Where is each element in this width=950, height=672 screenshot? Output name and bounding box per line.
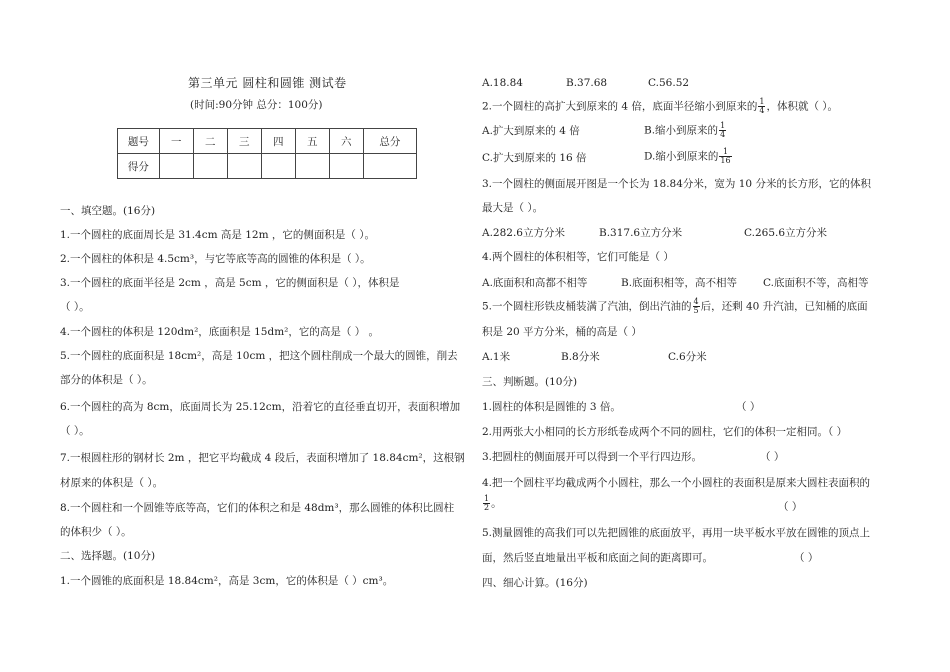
option-a: A.282.6立方分米 (482, 227, 565, 239)
question-text: 1.圆柱的体积是圆锥的 3 倍。 (482, 401, 621, 413)
answer-paren[interactable]: （ ） (760, 451, 785, 463)
question-text: 最大是（ ）。 (482, 202, 544, 214)
question-text: 2.一个圆柱的体积是 4.5cm³，与它等底等高的圆锥的体积是（ ）。 (60, 253, 371, 265)
option-text: B.缩小到原来的 (644, 124, 719, 137)
fraction-numerator: 1 (719, 148, 731, 157)
fraction (719, 148, 731, 165)
score-table (117, 128, 417, 179)
score-header-cell: 四 (261, 129, 295, 154)
question-text: 1.一个圆锥的底面积是 18.84cm²，高是 3cm，它的体积是（ ）cm³。 (60, 575, 394, 587)
section-heading: 三、判断题。(10分) (482, 376, 578, 388)
fraction (758, 98, 765, 115)
score-cell[interactable] (329, 154, 363, 179)
score-cell[interactable] (227, 154, 261, 179)
question-part: 2.一个圆柱的高扩大到原来的 4 倍，底面半径缩小到原来的 (482, 100, 758, 113)
question-text (482, 298, 868, 315)
fraction-denominator: 4 (759, 106, 765, 115)
option-a: A.扩大到原来的 4 倍 (482, 125, 580, 137)
option-a: A.1米 (482, 351, 511, 363)
score-header-cell: 三 (227, 129, 261, 154)
question-text (482, 495, 502, 512)
question-text: 部分的体积是（ ）。 (60, 374, 153, 386)
score-header-row (118, 129, 417, 154)
option-c: C.扩大到原来的 16 倍 (482, 152, 587, 164)
score-header-cell: 二 (193, 129, 227, 154)
fraction-denominator: 4 (720, 130, 726, 139)
question-part: ，体积就（ ）。 (766, 100, 839, 113)
score-header-cell: 题号 (118, 129, 160, 154)
fraction (483, 495, 490, 512)
option-a: A.底面积和高都不相等 (482, 277, 588, 289)
score-header-cell: 六 (329, 129, 363, 154)
question-text: 8.一个圆柱和一个圆锥等底等高，它们的体积之和是 48dm³，那么圆锥的体积比圆柱 (60, 502, 455, 514)
question-text: 4.一个圆柱的体积是 120dm²，底面积是 15dm²，它的高是（ ） 。 (60, 326, 380, 338)
option-b (644, 122, 727, 139)
option-d (644, 148, 733, 165)
question-text: 材原来的体积是（ ）。 (60, 477, 164, 489)
score-cell[interactable] (193, 154, 227, 179)
fraction-denominator: 2 (484, 503, 490, 512)
question-text: 4.把一个圆柱平均截成两个小圆柱，那么一个小圆柱的表面积是原来大圆柱表面积的 (482, 477, 871, 489)
option-c: C.56.52 (648, 77, 690, 89)
option-c: C.底面积不等，高相等 (763, 277, 869, 289)
answer-paren[interactable]: （ ） (736, 401, 761, 413)
question-text: 3.一个圆柱的底面半径是 2cm ，高是 5cm ，它的侧面积是（ ），体积是 (60, 277, 400, 289)
fraction-denominator: 16 (720, 156, 731, 165)
question-text: 5.测量圆锥的高我们可以先把圆锥的底面放平，再用一块平板水平放在圆锥的顶点上 (482, 527, 871, 539)
option-b: B.8分米 (561, 351, 600, 363)
fraction-numerator: 1 (484, 494, 490, 503)
option-a: A.18.84 (482, 77, 523, 89)
fraction-numerator: 4 (693, 297, 699, 306)
score-header-cell: 五 (295, 129, 329, 154)
score-row (118, 154, 417, 179)
question-text (482, 98, 838, 115)
question-part: 。 (491, 497, 502, 510)
fraction (693, 298, 700, 315)
question-text: （ ）。 (60, 425, 90, 437)
option-b: B.底面积相等，高不相等 (621, 277, 738, 289)
question-text: 积是 20 平方分米，桶的高是（ ） (482, 326, 642, 338)
question-text: 3.把圆柱的侧面展开可以得到一个平行四边形。 (482, 451, 703, 463)
score-cell[interactable] (363, 154, 416, 179)
score-row-label: 得分 (118, 154, 160, 179)
question-text: 的体积少（ ）。 (60, 526, 132, 538)
fraction-denominator: 5 (693, 306, 699, 315)
option-c: C.265.6立方分米 (744, 227, 828, 239)
option-text: D.缩小到原来的 (644, 150, 719, 163)
question-part: 后，还剩 40 升汽油，已知桶的底面 (700, 300, 868, 313)
section-heading: 四、细心计算。(16分) (482, 577, 588, 589)
option-b: B.37.68 (566, 77, 608, 89)
answer-paren[interactable]: （ ） (778, 501, 803, 513)
question-text: 面，然后竖直地量出平板和底面之间的距离即可。 (482, 552, 713, 564)
question-text: 1.一个圆柱的底面周长是 31.4cm 高是 12m ，它的侧面积是（ ）。 (60, 229, 375, 241)
fraction-numerator: 1 (759, 97, 765, 106)
score-cell[interactable] (261, 154, 295, 179)
score-header-cell: 一 (159, 129, 193, 154)
question-text: 3.一个圆柱的侧面展开图是一个长为 18.84分米，宽为 10 分米的长方形，它的体积 (482, 178, 871, 190)
score-cell[interactable] (159, 154, 193, 179)
option-b: B.317.6立方分米 (599, 227, 683, 239)
question-text: 2.用两张大小相同的长方形纸卷成两个不同的圆柱，它们的体积一定相同。（ ） (482, 426, 848, 438)
fraction (719, 122, 726, 139)
exam-title: 第三单元 圆柱和圆锥 测试卷 (188, 76, 347, 90)
section-heading: 二、选择题。(10分) (60, 550, 156, 562)
question-text: （ ）。 (60, 301, 90, 313)
section-heading: 一、填空题。(16分) (60, 205, 156, 217)
score-header-cell: 总分 (363, 129, 416, 154)
answer-paren[interactable]: （ ） (794, 552, 819, 564)
question-part: 5.一个圆柱形铁皮桶装满了汽油，倒出汽油的 (482, 300, 692, 313)
question-text: 6.一个圆柱的高为 8cm，底面周长为 25.12cm，沿着它的直径垂直切开，表面积增加 (60, 401, 461, 413)
question-text: 7.一根圆柱形的钢材长 2m ，把它平均截成 4 段后，表面积增加了 18.84cm²，这根钢 (60, 452, 465, 464)
question-text: 5.一个圆柱的底面积是 18cm²，高是 10cm ，把这个圆柱削成一个最大的圆锥，削去 (60, 350, 458, 362)
question-text: 4.两个圆柱的体积相等，它们可能是（ ） (482, 251, 674, 263)
score-cell[interactable] (295, 154, 329, 179)
fraction-numerator: 1 (720, 121, 726, 130)
option-c: C.6分米 (668, 351, 707, 363)
exam-subtitle: (时间:90分钟 总分：100分) (190, 99, 323, 111)
